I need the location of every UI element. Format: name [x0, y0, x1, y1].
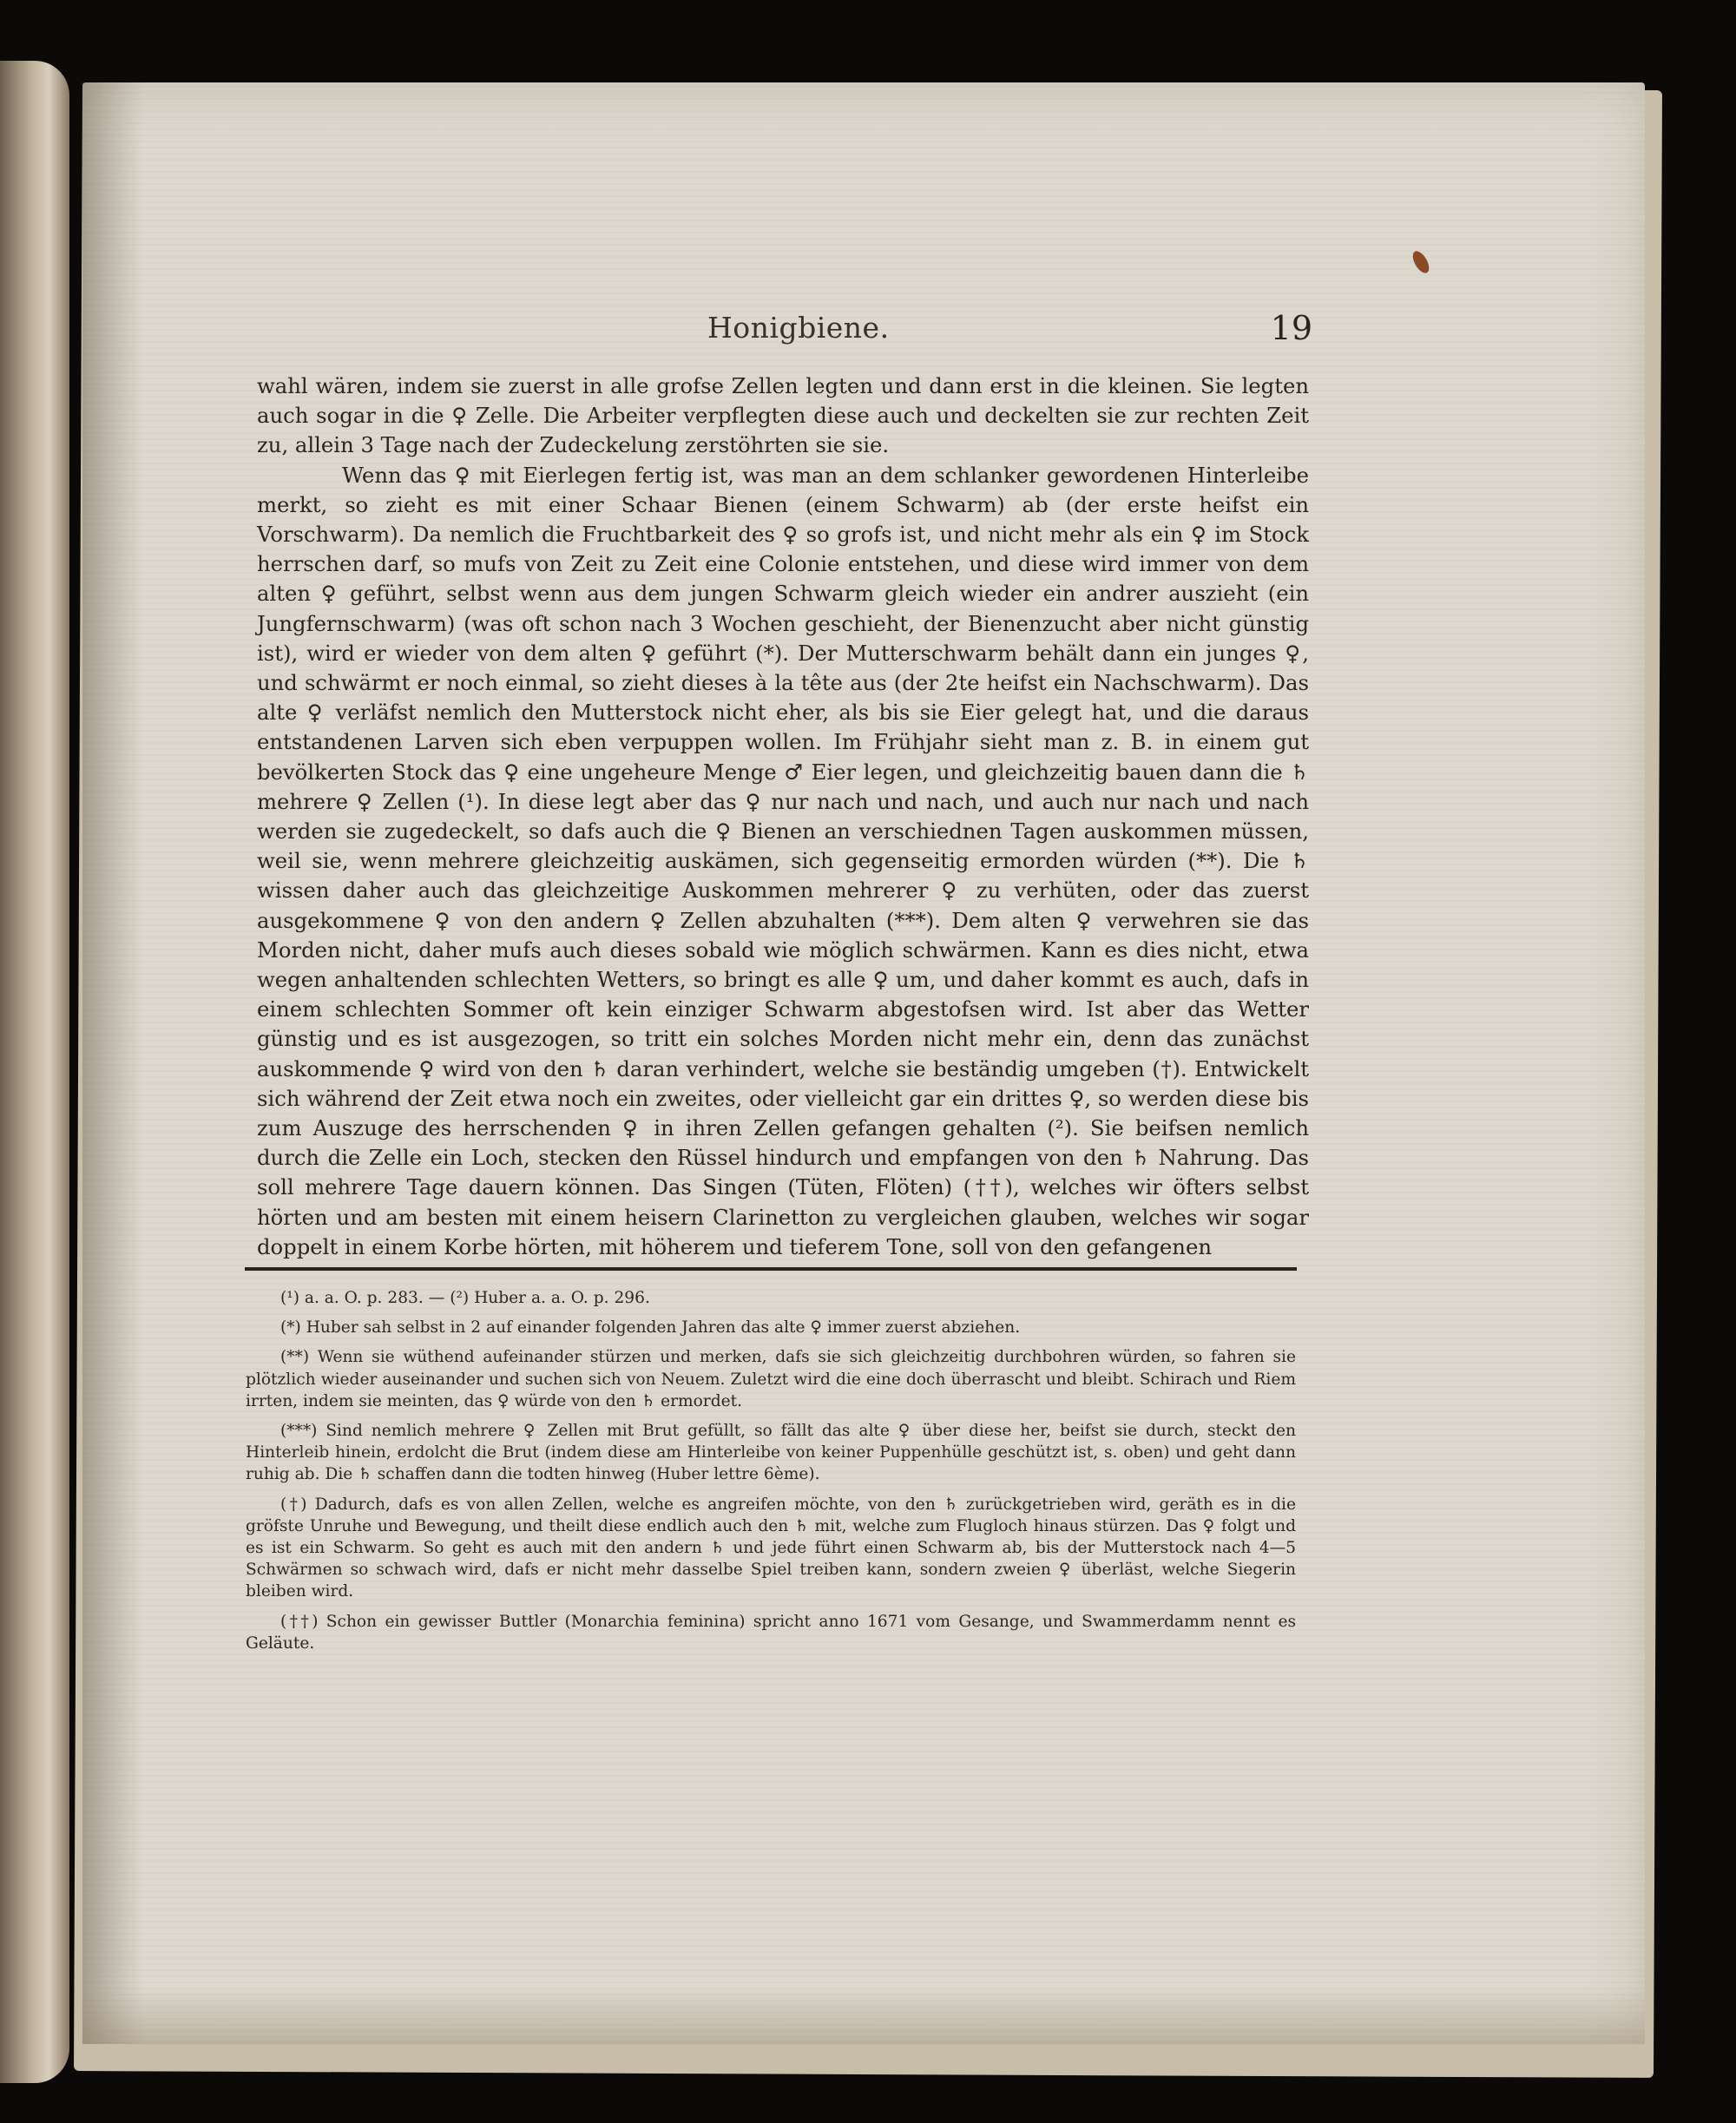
footnote: (†) Dadurch, dafs es von allen Zellen, welche es angreifen möchte, von den ♄ zurückgetrieben wird, geräth es in die gröfste Unruhe und Bewegung, und theilt diese endlich auch den ♄ mit, welche zum Flugloch hinaus stürzen. Das ♀ folgt und es ist ein Schwarm. So geht es auch mit den andern ♄ und jede führt einen Schwarm ab, bis der Mutterstock nach 4—5 Schwärmen so schwach wird, dafs er nicht mehr dasselbe Spiel treiben kann, sondern zweien ♀ überläst, welche Siegerin bleiben wird. — [246, 1495, 1296, 1601]
footnote: (***) Sind nemlich mehrere ♀ Zellen mit Brut gefüllt, so fällt das alte ♀ über diese her, beifst sie durch, steckt den Hinterleib hinein, erdolcht die Brut (indem diese am Hinterleibe von keiner Puppenhülle geschützt ist, s. oben) und geht dann ruhig ab. Die ♄ schaffen dann die todten hinweg (Huber lettre 6ème). — [246, 1422, 1296, 1484]
body-text — [257, 371, 1309, 1262]
footnote-rule — [245, 1267, 1297, 1271]
paragraph: wahl wären, indem sie zuerst in alle grofse Zellen legten und dann erst in die kleinen. Sie legten auch sogar in die ♀ Zelle. Die Arbeiter verpflegten diese auch und deckelten sie zur rechten Zeit zu, allein 3 Tage nach der Zudeckelung zerstöhrten sie sie. — [257, 373, 1309, 458]
footnotes — [246, 1287, 1296, 1662]
page-number: 19 — [1270, 309, 1312, 347]
footnote: (††) Schon ein gewisser Buttler (Monarchia feminina) spricht anno 1671 vom Gesange, und Swammerdamm nennt es Geläute. — [246, 1612, 1296, 1653]
page-header — [260, 311, 1312, 354]
paragraph: Wenn das ♀ mit Eierlegen fertig ist, was man an dem schlanker gewordenen Hinterleibe merkt, so zieht es mit einer Schaar Bienen (einem Schwarm) ab (der erste heifst ein Vorschwarm). Da nemlich die Fruchtbarkeit des ♀ so grofs ist, und nicht mehr als ein ♀ im Stock herrschen darf, so mufs von Zeit zu Zeit eine Colonie entstehen, und diese wird immer von dem alten ♀ geführt, selbst wenn aus dem jungen Schwarm gleich wieder ein andrer auszieht (ein Jungfernschwarm) (was oft schon nach 3 Wochen geschieht, der Bienenzucht aber nicht günstig ist), wird er wieder von dem alten ♀ geführt (*). Der Mutterschwarm behält dann ein junges ♀, und schwärmt er noch einmal, so zieht dieses à la tête aus (der 2te heifst ein Nachschwarm). Das alte ♀ verläfst nemlich den Mutterstock nicht eher, als bis sie Eier gelegt hat, und die daraus entstandenen Larven sich eben verpuppen wollen. Im Frühjahr sieht man z. B. in einem gut bevölkerten Stock das ♀ eine ungeheure Menge ♂ Eier legen, und gleichzeitig bauen dann die ♄ mehrere ♀ Zellen (¹). In diese legt aber das ♀ nur nach und nach, und auch nur nach und nach werden sie zugedeckelt, so dafs auch die ♀ Bienen an verschiednen Tagen auskommen müssen, weil sie, wenn mehrere gleichzeitig auskämen, sich gegenseitig ermorden würden (**). Die ♄ wissen daher auch das gleichzeitige Auskommen mehrerer ♀ zu verhüten, oder das zuerst ausgekommene ♀ von den andern ♀ Zellen abzuhalten (***). Dem alten ♀ verwehren sie das Morden nicht, daher mufs auch dieses sobald wie möglich schwärmen. Kann es dies nicht, etwa wegen anhaltenden schlechten Wetters, so bringt es alle ♀ um, und daher kommt es auch, dafs in einem schlechten Sommer oft kein einziger Schwarm abgestofsen wird. Ist aber das Wetter günstig und es ist ausgezogen, so tritt ein solches Morden nicht mehr ein, denn das zunächst auskommende ♀ wird von den ♄ daran verhindert, welche sie beständig umgeben (†). Entwickelt sich während der Zeit etwa noch ein zweites, oder vielleicht gar ein drittes ♀, so werden diese bis zum Auszuge des herrschenden ♀ in ihren Zellen gefangen gehalten (²). Sie beifsen nemlich durch die Zelle ein Loch, stecken den Rüssel hindurch und empfangen von den ♄ Nahrung. Das soll mehrere Tage dauern können. Das Singen (Tüten, Flöten) (††), welches wir öfters selbst hörten und am besten mit einem heisern Clarinetton zu vergleichen glauben, welches wir sogar doppelt in einem Korbe hörten, mit höherem und tieferem Tone, soll von den gefangenen — [257, 462, 1309, 1259]
footnote: (**) Wenn sie wüthend aufeinander stürzen und merken, dafs sie sich gleichzeitig durchbohren würden, so fahren sie plötzlich wieder auseinander und suchen sich von Neuem. Zuletzt wird die eine doch überrascht und bleibt. Schirach und Riem irrten, indem sie meinten, das ♀ würde von den ♄ ermordet. — [246, 1348, 1296, 1410]
running-head: Honigbiene. — [707, 311, 890, 345]
page-bottom-wear — [82, 1988, 1645, 2044]
gutter-shadow — [82, 82, 143, 2044]
footnote: (*) Huber sah selbst in 2 auf einander folgenden Jahren das alte ♀ immer zuerst abziehen. — [280, 1318, 1021, 1338]
facing-page-edge — [0, 61, 69, 2083]
footnote: (¹) a. a. O. p. 283. — (²) Huber a. a. O. p. 296. — [280, 1289, 650, 1307]
